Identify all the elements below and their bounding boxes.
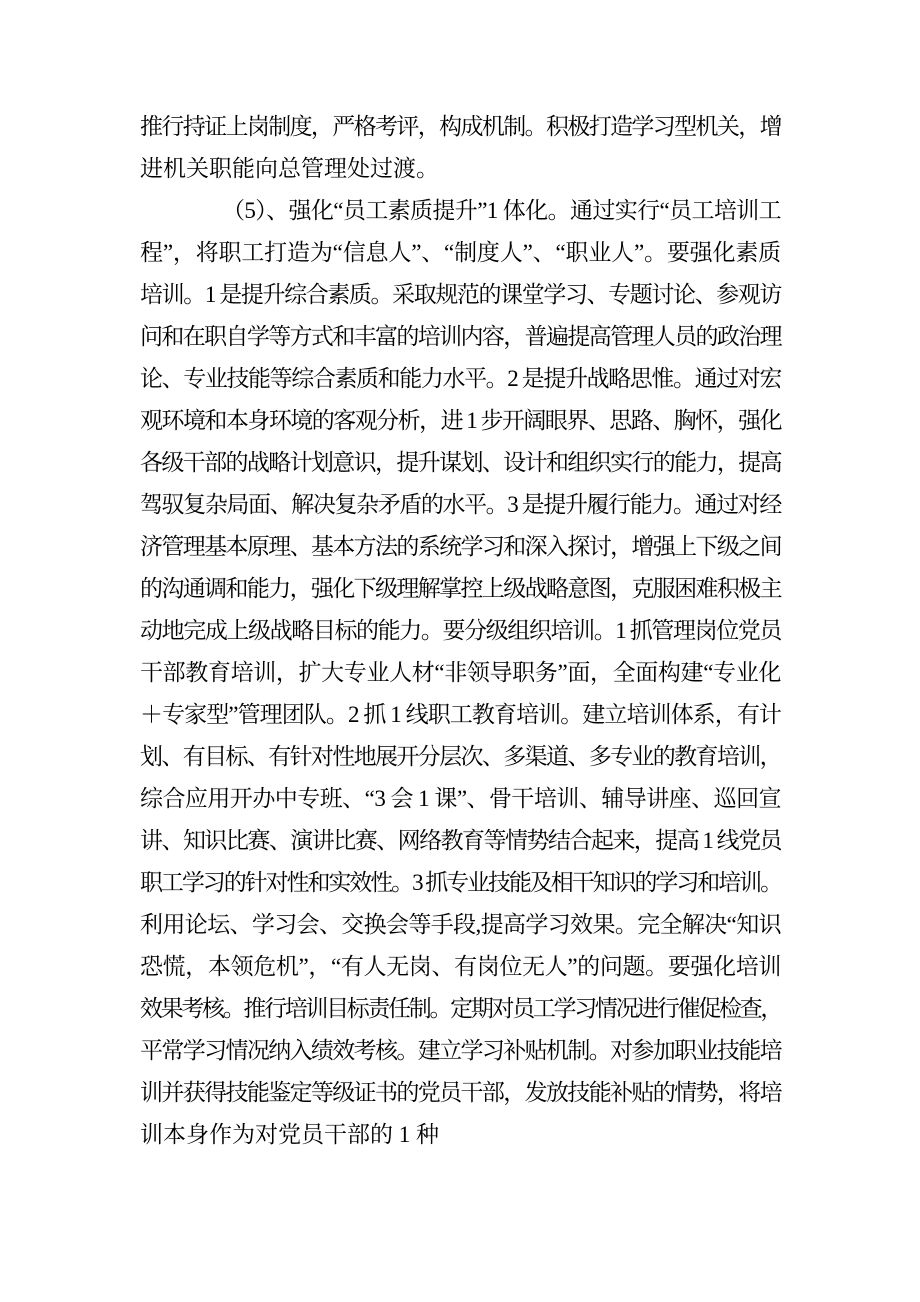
text-line-content: 利用论坛、学习会、交换会等手段,提高学习效果。完全解决“知识 (140, 912, 781, 937)
text-line (140, 1114, 781, 1156)
text-line-content: 问和在职自学等方式和丰富的培训内容，普遍提高管理人员的政治理 (140, 324, 782, 349)
text-line-content: 程”，将职工打造为“信息人”、“制度人”、“职业人”。要强化素质 (140, 240, 781, 265)
text-line (140, 442, 781, 484)
text-line-content: 进机关职能向总管理处过渡。 (140, 156, 439, 181)
text-line-content: 训并获得技能鉴定等级证书的党员干部，发放技能补贴的情势，将培 (140, 1080, 782, 1105)
text-line-content: 动地完成上级战略目标的能力。要分级组织培训。1 抓管理岗位党员 (140, 618, 782, 643)
text-line-content: 平常学习情况纳入绩效考核。建立学习补贴机制。对参加职业技能培 (140, 1038, 782, 1063)
text-line (140, 1072, 781, 1114)
text-line-content: 培训。1 是提升综合素质。采取规范的课堂学习、专题讨论、参观访 (140, 282, 782, 307)
text-line-content: 观环境和本身环境的客观分析，进 1 步开阔眼界、思路、胸怀，强化 (140, 408, 781, 433)
text-line (140, 736, 781, 778)
text-line (140, 946, 781, 988)
text-line (140, 358, 781, 400)
text-line (140, 316, 781, 358)
text-line (140, 1030, 781, 1072)
text-line-content: 职工学习的针对性和实效性。3 抓专业技能及相干知识的学习和培训。 (140, 870, 781, 895)
text-line-content: 效果考核。推行培训目标责任制。定期对员工学习情况进行催促检查， (140, 996, 782, 1021)
text-line (140, 274, 781, 316)
text-line-content: 综合应用开办中专班、“3 会 1 课”、骨干培训、辅导讲座、巡回宣 (140, 786, 781, 811)
text-line (140, 484, 781, 526)
text-line-content: 讲、知识比赛、演讲比赛、网络教育等情势结合起来，提高 1 线党员 (140, 828, 781, 853)
text-line-content: 划、有目标、有针对性地展开分层次、多渠道、多专业的教育培训， (140, 744, 782, 769)
text-line-content: 恐慌，本领危机”，“有人无岗、有岗位无人”的问题。要强化培训 (140, 954, 781, 979)
text-line (140, 988, 781, 1030)
text-line (140, 400, 781, 442)
text-line-content: ＋专家型”管理团队。2 抓 1 线职工教育培训。建立培训体系，有计 (140, 702, 781, 727)
text-line (140, 232, 781, 274)
text-line (140, 778, 781, 820)
text-line (140, 190, 781, 232)
text-line (140, 106, 781, 148)
text-line-content: 各级干部的战略计划意识，提升谋划、设计和组织实行的能力，提高 (140, 450, 782, 475)
text-line (140, 526, 781, 568)
text-line-content: 济管理基本原理、基本方法的系统学习和深入探讨，增强上下级之间 (140, 534, 782, 559)
document-text (140, 106, 781, 1156)
text-line (140, 148, 781, 190)
text-line (140, 694, 781, 736)
text-line (140, 610, 781, 652)
text-line-content: 推行持证上岗制度，严格考评，构成机制。积极打造学习型机关，增 (140, 114, 782, 139)
text-line (140, 904, 781, 946)
text-line-content: 的沟通调和能力，强化下级理解掌控上级战略意图，克服困难积极主 (140, 576, 782, 601)
text-line-content: （5）、强化“员工素质提升”1 体化。通过实行“员工培训工 (222, 198, 781, 223)
text-line (140, 652, 781, 694)
text-line-content: 论、专业技能等综合素质和能力水平。2 是提升战略思惟。通过对宏 (140, 366, 782, 391)
text-line-content: 训本身作为对党员干部的 1 种 (140, 1122, 439, 1147)
text-line (140, 862, 781, 904)
text-line-content: 驾驭复杂局面、解决复杂矛盾的水平。3 是提升履行能力。通过对经 (140, 492, 782, 517)
text-line (140, 568, 781, 610)
text-line (140, 820, 781, 862)
text-line-content: 干部教育培训，扩大专业人材“非领导职务”面，全面构建“专业化 (140, 660, 781, 685)
